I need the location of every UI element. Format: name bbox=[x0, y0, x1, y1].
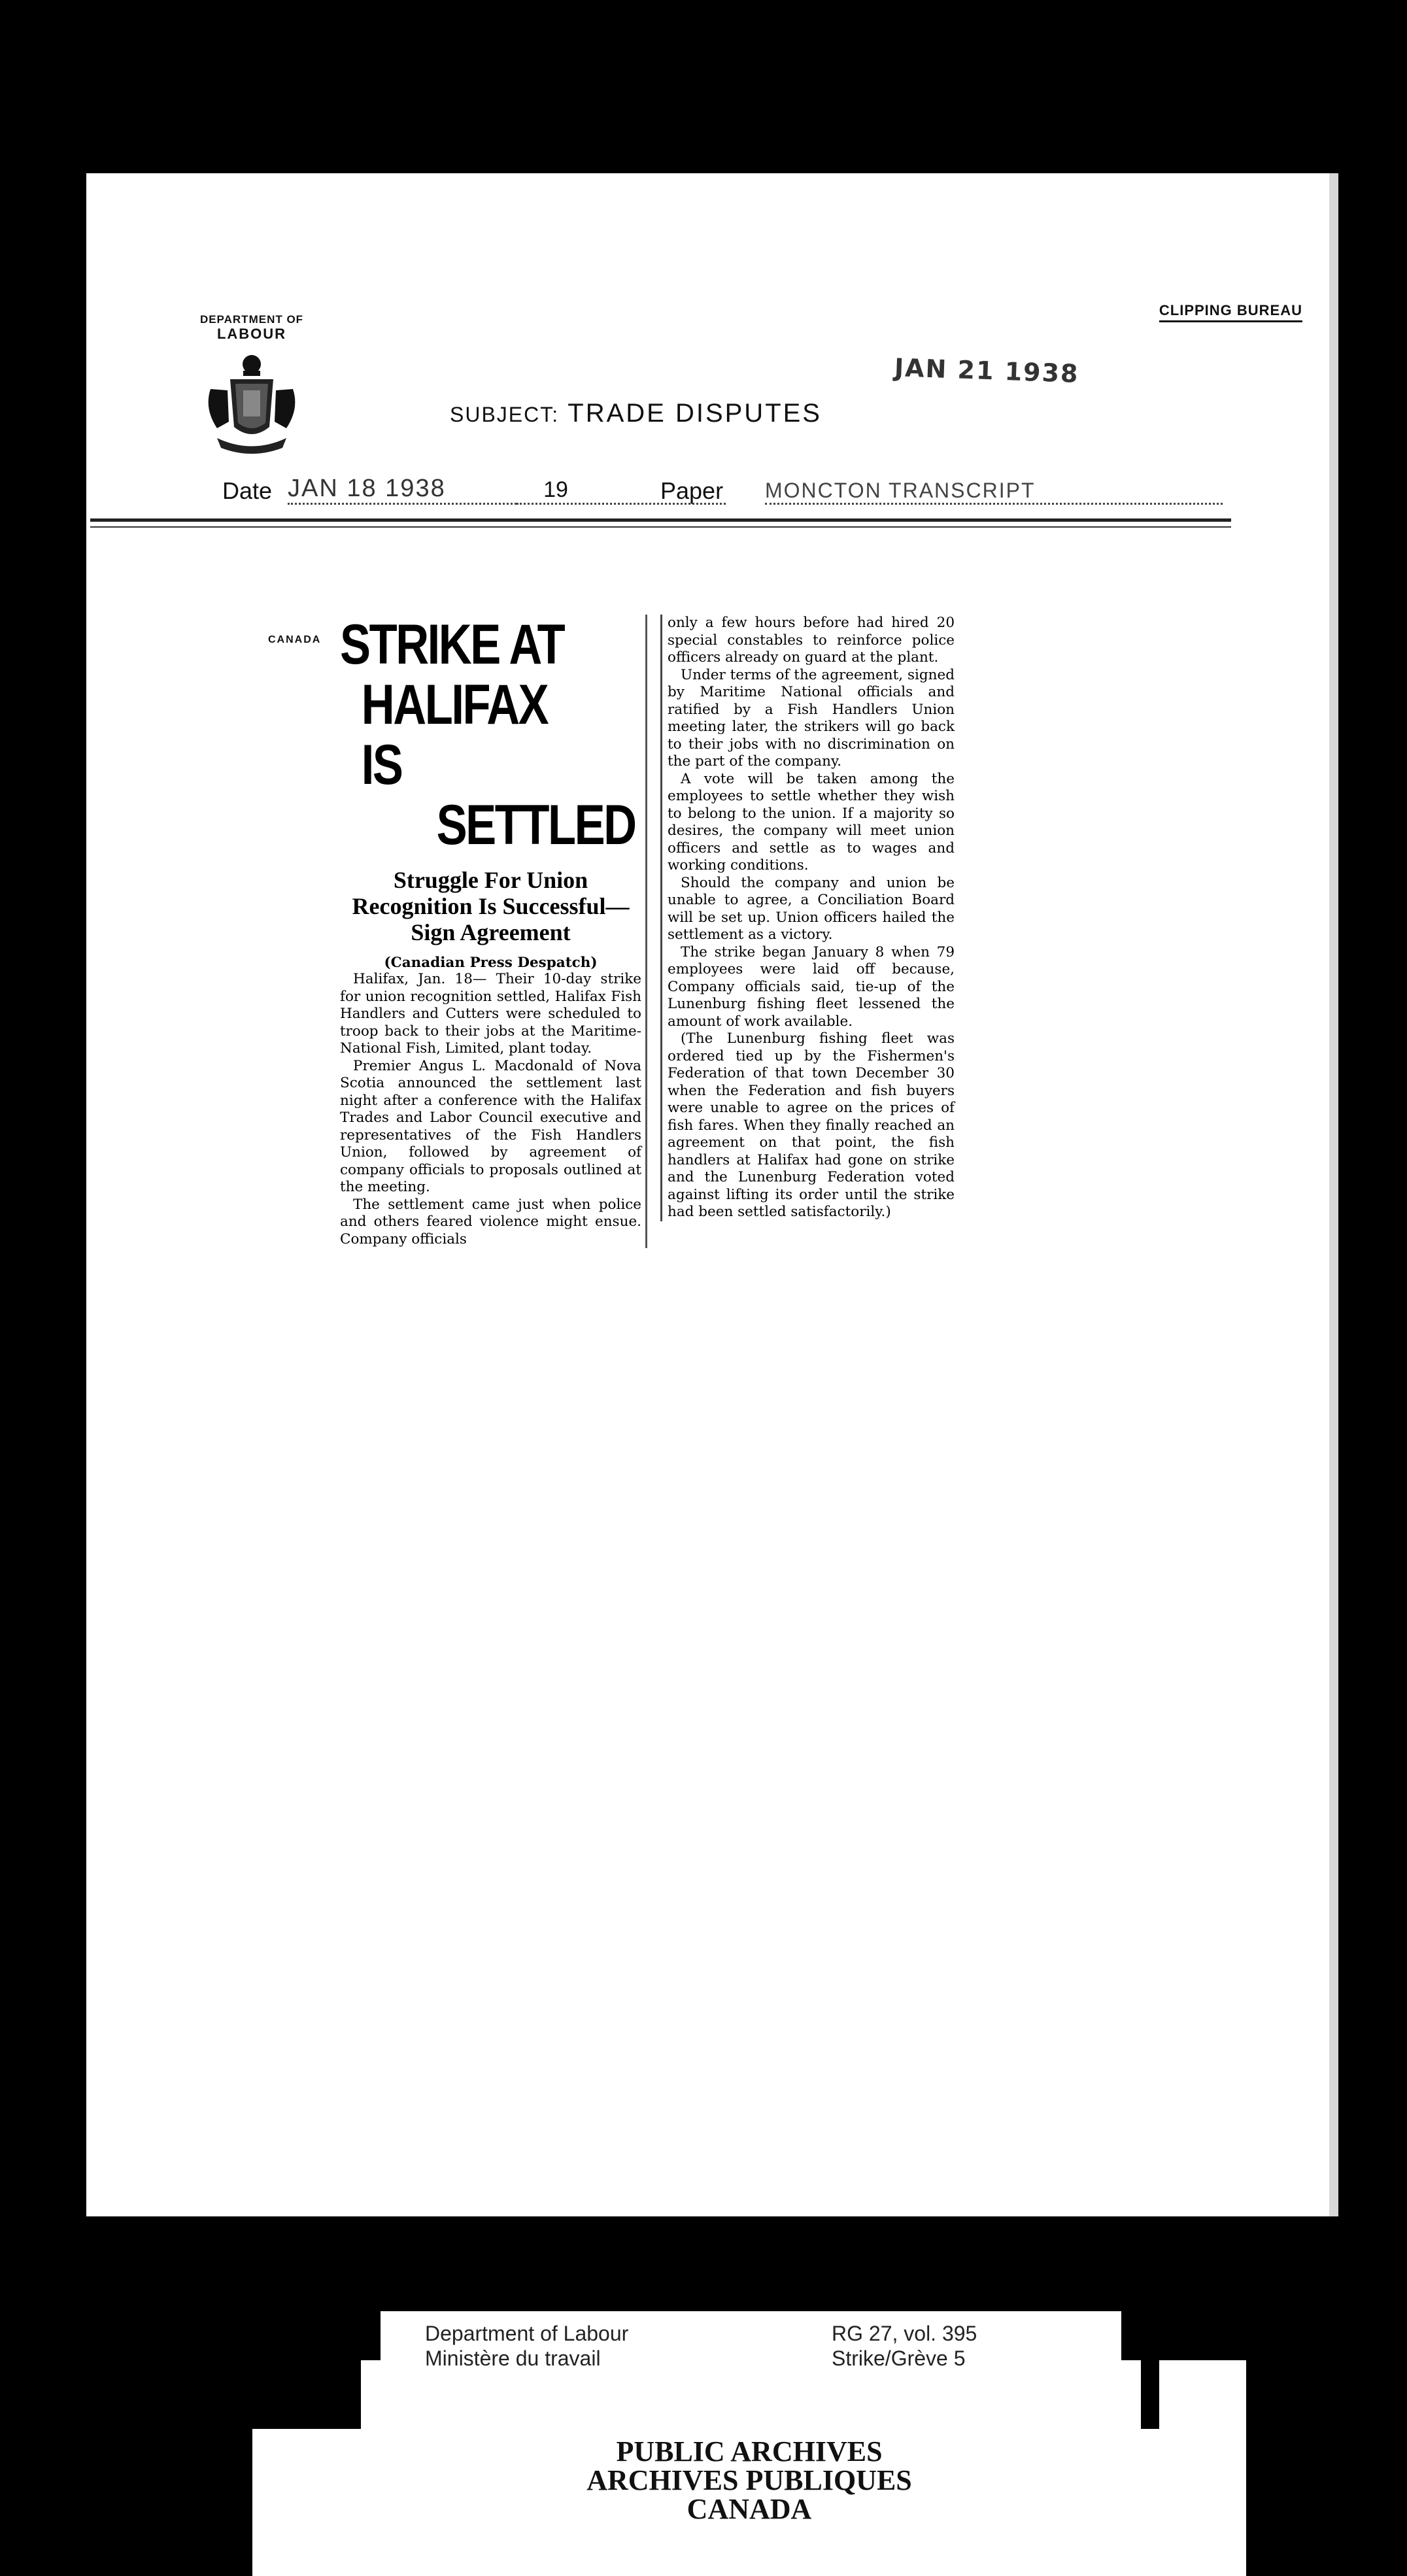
paragraph: only a few hours before had hired 20 special constables to reinforce police officers already on guard at the plant. bbox=[668, 615, 955, 666]
strike-file: Strike/Grève 5 bbox=[832, 2347, 966, 2370]
subject-value: TRADE DISPUTES bbox=[568, 399, 822, 428]
column-2-body bbox=[668, 615, 955, 1221]
paragraph: Should the company and union be unable to agree, a Conciliation Board will be set up. Union officers hailed the settlement as a victory. bbox=[668, 874, 955, 943]
department-heading bbox=[173, 314, 330, 342]
date-paper-row bbox=[137, 471, 1229, 510]
paragraph: Halifax, Jan. 18— Their 10-day strike for union recognition settled, Halifax Fish Handlers and Cutters were scheduled to troop back to their jobs at the Maritime-National Fish, Limited, plant today. bbox=[340, 971, 641, 1057]
subheadline: Struggle For Union Recognition Is Successful— Sign Agreement bbox=[352, 867, 630, 945]
paper-label: Paper bbox=[660, 477, 724, 504]
label-notch-left bbox=[252, 2360, 361, 2429]
wire-credit: (Canadian Press Despatch) bbox=[384, 955, 598, 971]
paragraph: Premier Angus L. Macdonald of Nova Scotia announced the settlement last night after a conference with the Halifax Trades and Labor Council executive and representatives of the Fish Handlers Union, followed by agreement of company officials to proposals outlined at the meeting. bbox=[340, 1057, 641, 1195]
dept-french: Ministère du travail bbox=[425, 2347, 601, 2370]
received-date-stamp: JAN 21 1938 bbox=[894, 353, 1080, 388]
header-rule bbox=[90, 518, 1231, 522]
headline bbox=[340, 613, 636, 856]
dept-english: Department of Labour bbox=[425, 2322, 629, 2345]
paragraph: A vote will be taken among the employees to settle whether they wish to belong to the union. If a majority so desires, the company will meet union officers and settle as to wages and working conditions. bbox=[668, 770, 955, 873]
subject-line bbox=[450, 399, 822, 428]
dept-line3: CANADA bbox=[268, 634, 322, 645]
column-2 bbox=[660, 615, 955, 1221]
date-value: JAN 18 1938 bbox=[288, 475, 517, 505]
header-rule-thin bbox=[90, 526, 1231, 528]
headline-line1: STRIKE AT bbox=[340, 613, 564, 676]
subject-label: SUBJECT: bbox=[450, 403, 560, 426]
archives-english: PUBLIC ARCHIVES bbox=[616, 2435, 883, 2467]
headline-line2: HALIFAX IS bbox=[361, 673, 548, 796]
column-1-body bbox=[340, 971, 641, 1248]
paragraph: (The Lunenburg fishing fleet was ordered tied up by the Fishermen's Federation of that town December 30 when the Federation and fish buyers were unable to agree on the prices of fish fares. When they finally reached an agreement on that point, the fish handlers at Halifax had gone on strike and the Lunenburg Federation voted against lifting its order until the strike had been settled satisfactorily.) bbox=[668, 1030, 955, 1220]
record-group: RG 27, vol. 395 bbox=[832, 2322, 977, 2345]
year-prefix: 19 bbox=[517, 477, 726, 505]
date-label: Date bbox=[222, 477, 273, 504]
archive-dept bbox=[425, 2321, 628, 2371]
dept-line1: DEPARTMENT OF bbox=[199, 313, 304, 326]
archives-stamp bbox=[252, 2437, 1246, 2524]
archive-reference bbox=[832, 2321, 977, 2371]
paragraph: Under terms of the agreement, signed by Maritime National officials and ratified by a Fish Handlers Union meeting later, the strikers will go back to their jobs with no discrimination on the part of the company. bbox=[668, 666, 955, 770]
headline-line3: SETTLED bbox=[436, 794, 636, 856]
archives-country: CANADA bbox=[687, 2493, 812, 2525]
label-notch-right bbox=[1141, 2360, 1159, 2429]
dept-line2: LABOUR bbox=[216, 325, 287, 342]
paragraph: The strike began January 8 when 79 employees were laid off because, Company officials said, tie-up of the Lunenburg fishing fleet lessened the amount of work available. bbox=[668, 943, 955, 1030]
archives-french: ARCHIVES PUBLIQUES bbox=[586, 2464, 912, 2496]
paragraph: The settlement came just when police and others feared violence might ensue. Company officials bbox=[340, 1196, 641, 1247]
coat-of-arms-icon bbox=[197, 350, 306, 460]
clipping-bureau-label: CLIPPING BUREAU bbox=[1159, 302, 1302, 322]
column-1 bbox=[340, 615, 647, 1248]
paper-value: MONCTON TRANSCRIPT bbox=[765, 479, 1223, 505]
newspaper-clipping bbox=[340, 615, 957, 1318]
